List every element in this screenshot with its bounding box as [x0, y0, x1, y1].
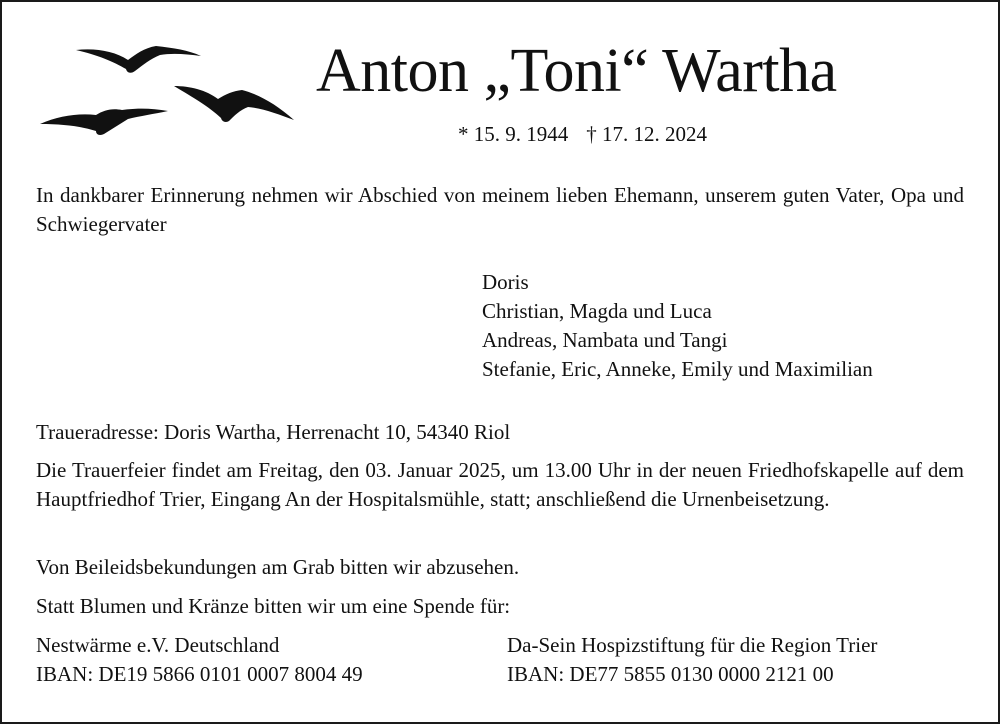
mourning-address: Traueradresse: Doris Wartha, Herrenacht 10, 54340 Riol [36, 420, 511, 444]
death-date: † 17. 12. 2024 [586, 122, 707, 146]
charity-block [36, 631, 363, 689]
donation-request: Statt Blumen und Kränze bitten wir um eine Spende für: [36, 594, 511, 618]
flying-birds-icon [36, 40, 298, 140]
charity-name: Nestwärme e.V. Deutschland [36, 633, 280, 657]
charity-iban: IBAN: DE19 5866 0101 0007 8004 49 [36, 662, 363, 686]
charity-iban: IBAN: DE77 5855 0130 0000 2121 00 [507, 662, 834, 686]
birth-date: * 15. 9. 1944 [458, 122, 569, 146]
mourner-line: Christian, Magda und Luca [482, 299, 712, 323]
mourner-line: Stefanie, Eric, Anneke, Emily und Maximilian [482, 357, 873, 381]
mourners-list [482, 268, 873, 384]
deceased-name: Anton „Toni“ Wartha [316, 37, 837, 105]
mourner-line: Andreas, Nambata und Tangi [482, 328, 728, 352]
intro-text: In dankbarer Erinnerung nehmen wir Abschied von meinem lieben Ehemann, unserem guten Vater, Opa und Schwiegervater [36, 183, 964, 236]
life-dates [458, 122, 707, 147]
ceremony-text: Die Trauerfeier findet am Freitag, den 03. Januar 2025, um 13.00 Uhr in der neuen Friedhofskapelle auf dem Hauptfriedhof Trier, Eingang An der Hospitalsmühle, statt; anschließend die Urnenbeisetzung. [36, 458, 964, 511]
charity-name: Da-Sein Hospizstiftung für die Region Trier [507, 633, 878, 657]
mourner-line: Doris [482, 270, 529, 294]
condolence-note: Von Beileidsbekundungen am Grab bitten wir abzusehen. [36, 555, 520, 579]
charity-block [507, 631, 877, 689]
